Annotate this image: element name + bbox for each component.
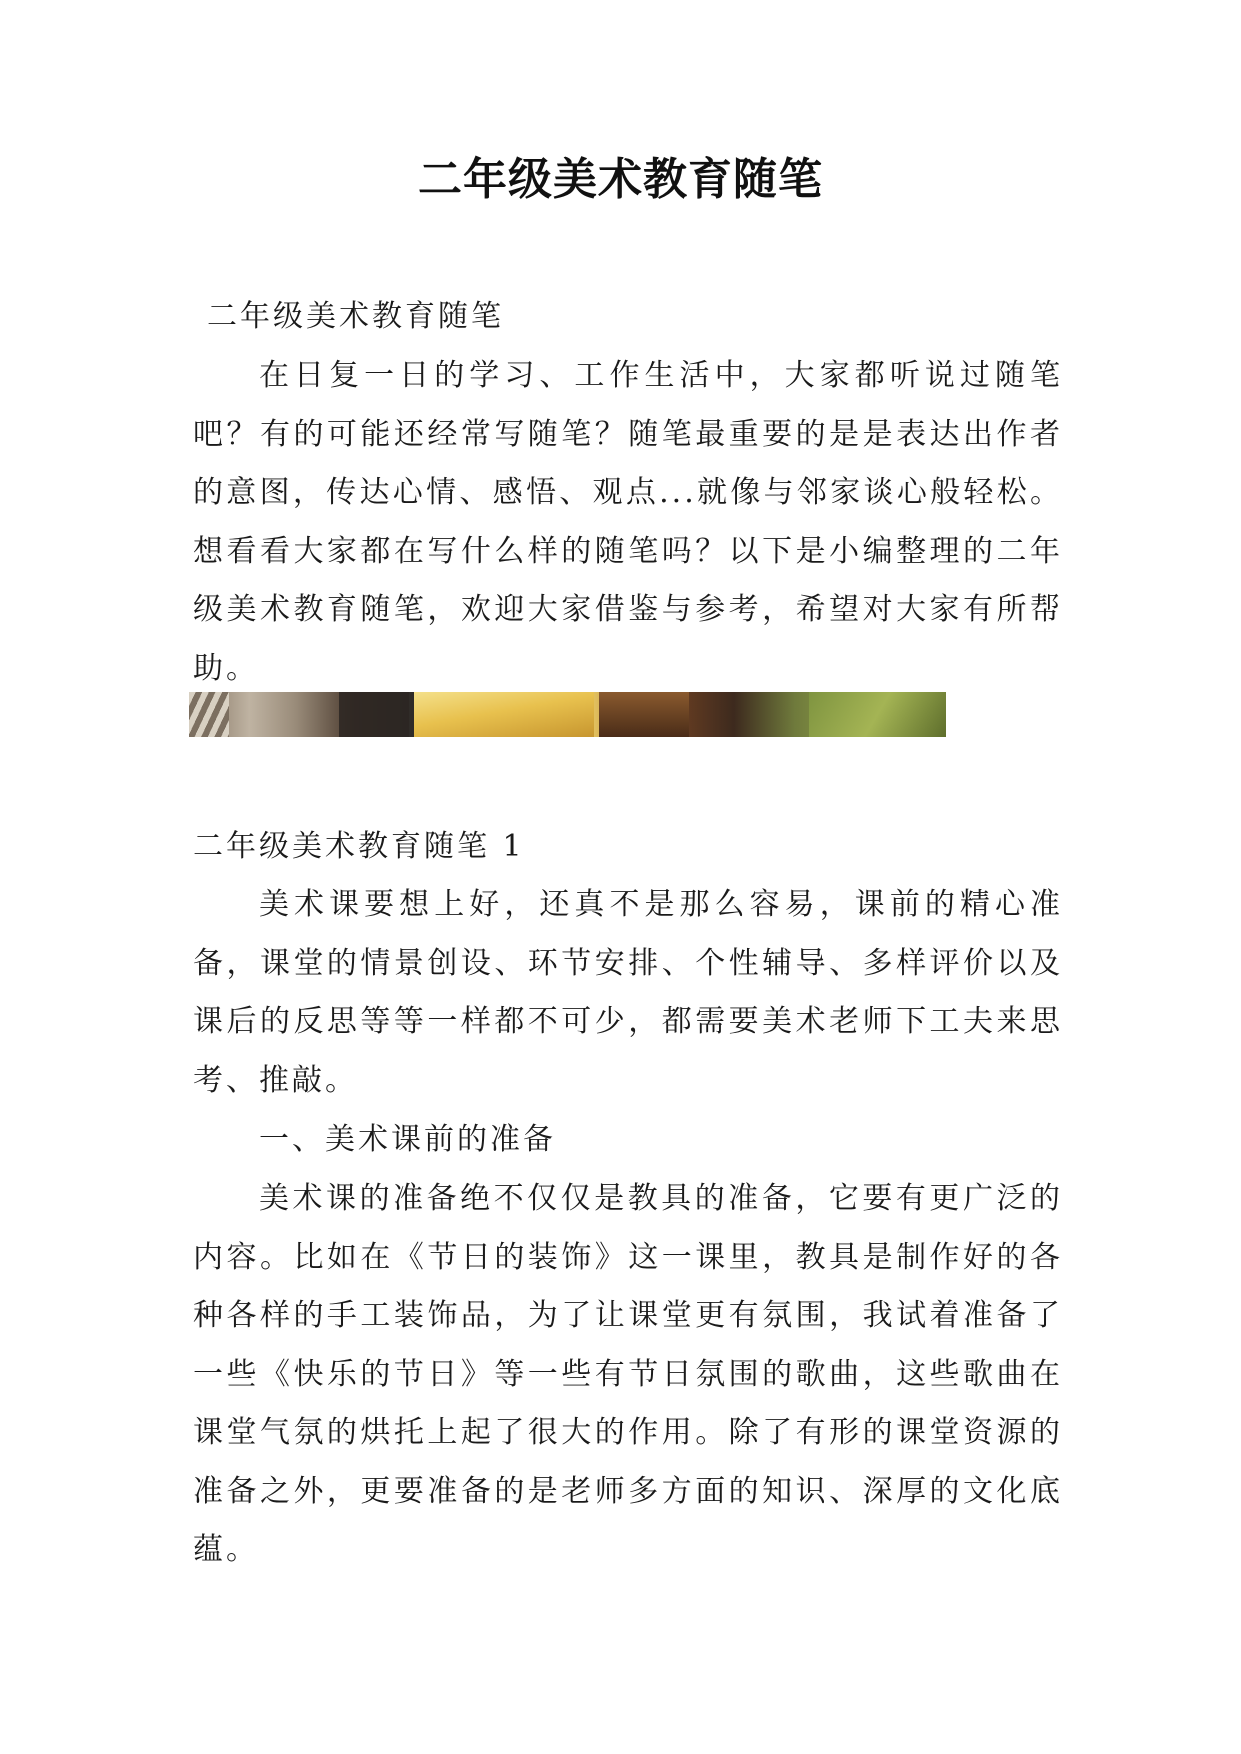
document-title: 二年级美术教育随笔	[418, 154, 823, 205]
section-paragraph: 美术课要想上好，还真不是那么容易，课前的精心准备，课堂的情景创设、环节安排、个性辅导、多样评价以及课后的反思等等一样都不可少，都需要美术老师下工夫来思考、推敲。	[193, 887, 1063, 1098]
section-heading: 二年级美术教育随笔 1	[193, 829, 525, 864]
section-subheading: 一、美术课前的准备	[259, 1122, 556, 1157]
document-subtitle: 二年级美术教育随笔	[207, 299, 504, 334]
intro-paragraph: 在日复一日的学习、工作生活中，大家都听说过随笔吧？有的可能还经常写随笔？随笔最重要的是是表达出作者的意图，传达心情、感悟、观点...就像与邻家谈心般轻松。想看看大家都在写什么样的随笔吗？以下是小编整理的二年级美术教育随笔，欢迎大家借鉴与参考，希望对大家有所帮助。	[193, 358, 1063, 686]
section-paragraph: 美术课的准备绝不仅仅是教具的准备，它要有更广泛的内容。比如在《节日的装饰》这一课里，教具是制作好的各种各样的手工装饰品，为了让课堂更有氛围，我试着准备了一些《快乐的节日》等一些有节日氛围的歌曲，这些歌曲在课堂气氛的烘托上起了很大的作用。除了有形的课堂资源的准备之外，更要准备的是老师多方面的知识、深厚的文化底蕴。	[193, 1181, 1063, 1567]
cropped-photo-image	[189, 692, 946, 737]
